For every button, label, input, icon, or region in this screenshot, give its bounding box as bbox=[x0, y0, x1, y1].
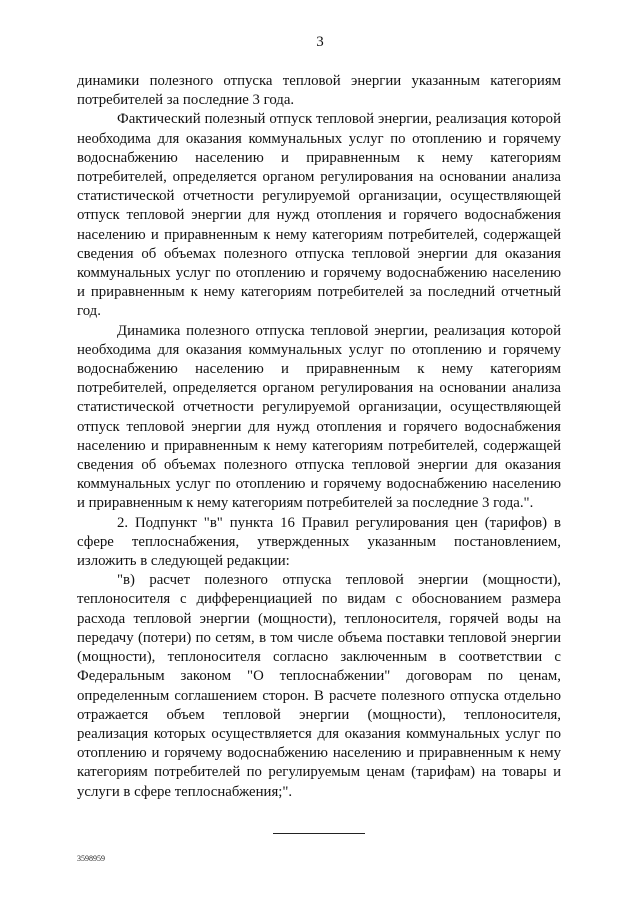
paragraph-continuation: динамики полезного отпуска тепловой энергии указанным категориям потребителей за последние 3 года. bbox=[77, 73, 561, 109]
paragraph-actual-heat-supply: Фактический полезный отпуск тепловой энергии, реализация которой необходима для оказания коммунальных услуг по отоплению и горячему водоснабжению населению и приравненным к нему категориям потребителей, определяется органом регулирования на основании анализа статистической отчетности регулируемой организации, осуществляющей отпуск тепловой энергии для нужд отопления и горячего водоснабжения населению и приравненным к нему категориям потребителей, содержащей сведения об объемах полезного отпуска тепловой энергии для оказания коммунальных услуг по отоплению и горячему водоснабжению населению и приравненным к нему категориям потребителей за последний отчетный год. bbox=[77, 111, 561, 320]
page-number: 3 bbox=[316, 34, 324, 50]
end-divider bbox=[273, 833, 365, 834]
paragraph-amendment-item-2: 2. Подпункт "в" пункта 16 Правил регулирования цен (тарифов) в сфере теплоснабжения, утвержденных указанным постановлением, изложить в следующей редакции: bbox=[77, 514, 561, 570]
paragraph-heat-supply-dynamics: Динамика полезного отпуска тепловой энергии, реализация которой необходима для оказания коммунальных услуг по отоплению и горячему водоснабжению населению и приравненным к нему категориям потребителей, определяется органом регулирования на основании анализа статистической отчетности регулируемой организации, осуществляющей отпуск тепловой энергии для нужд отопления и горячего водоснабжения населению и приравненным к нему категориям потребителей, содержащей сведения об объемах полезного отпуска тепловой энергии для оказания коммунальных услуг по отоплению и горячему водоснабжению населению и приравненным к нему категориям потребителей за последние 3 года.". bbox=[77, 322, 561, 512]
paragraph-subitem-v: "в) расчет полезного отпуска тепловой энергии (мощности), теплоносителя с дифференциацией по видам с обоснованием размера расхода тепловой энергии (мощности), теплоносителя, горячей воды на передачу (потери) по сетям, в том числе объема поставки тепловой энергии (мощности), теплоносителя согласно заключенным в соответствии с Федеральным законом "О теплоснабжении" договорам по ценам, определенным соглашением сторон. В расчете полезного отпуска отдельно отражается объем тепловой энергии (мощности), теплоносителя, реализация которых осуществляется для оказания коммунальных услуг по отоплению и горячему водоснабжению населению и приравненным к нему категориям потребителей по регулируемым ценам (тарифам) на товары и услуги в сфере теплоснабжения;". bbox=[77, 572, 561, 800]
document-body bbox=[77, 72, 561, 802]
document-id: 3598959 bbox=[77, 854, 105, 863]
